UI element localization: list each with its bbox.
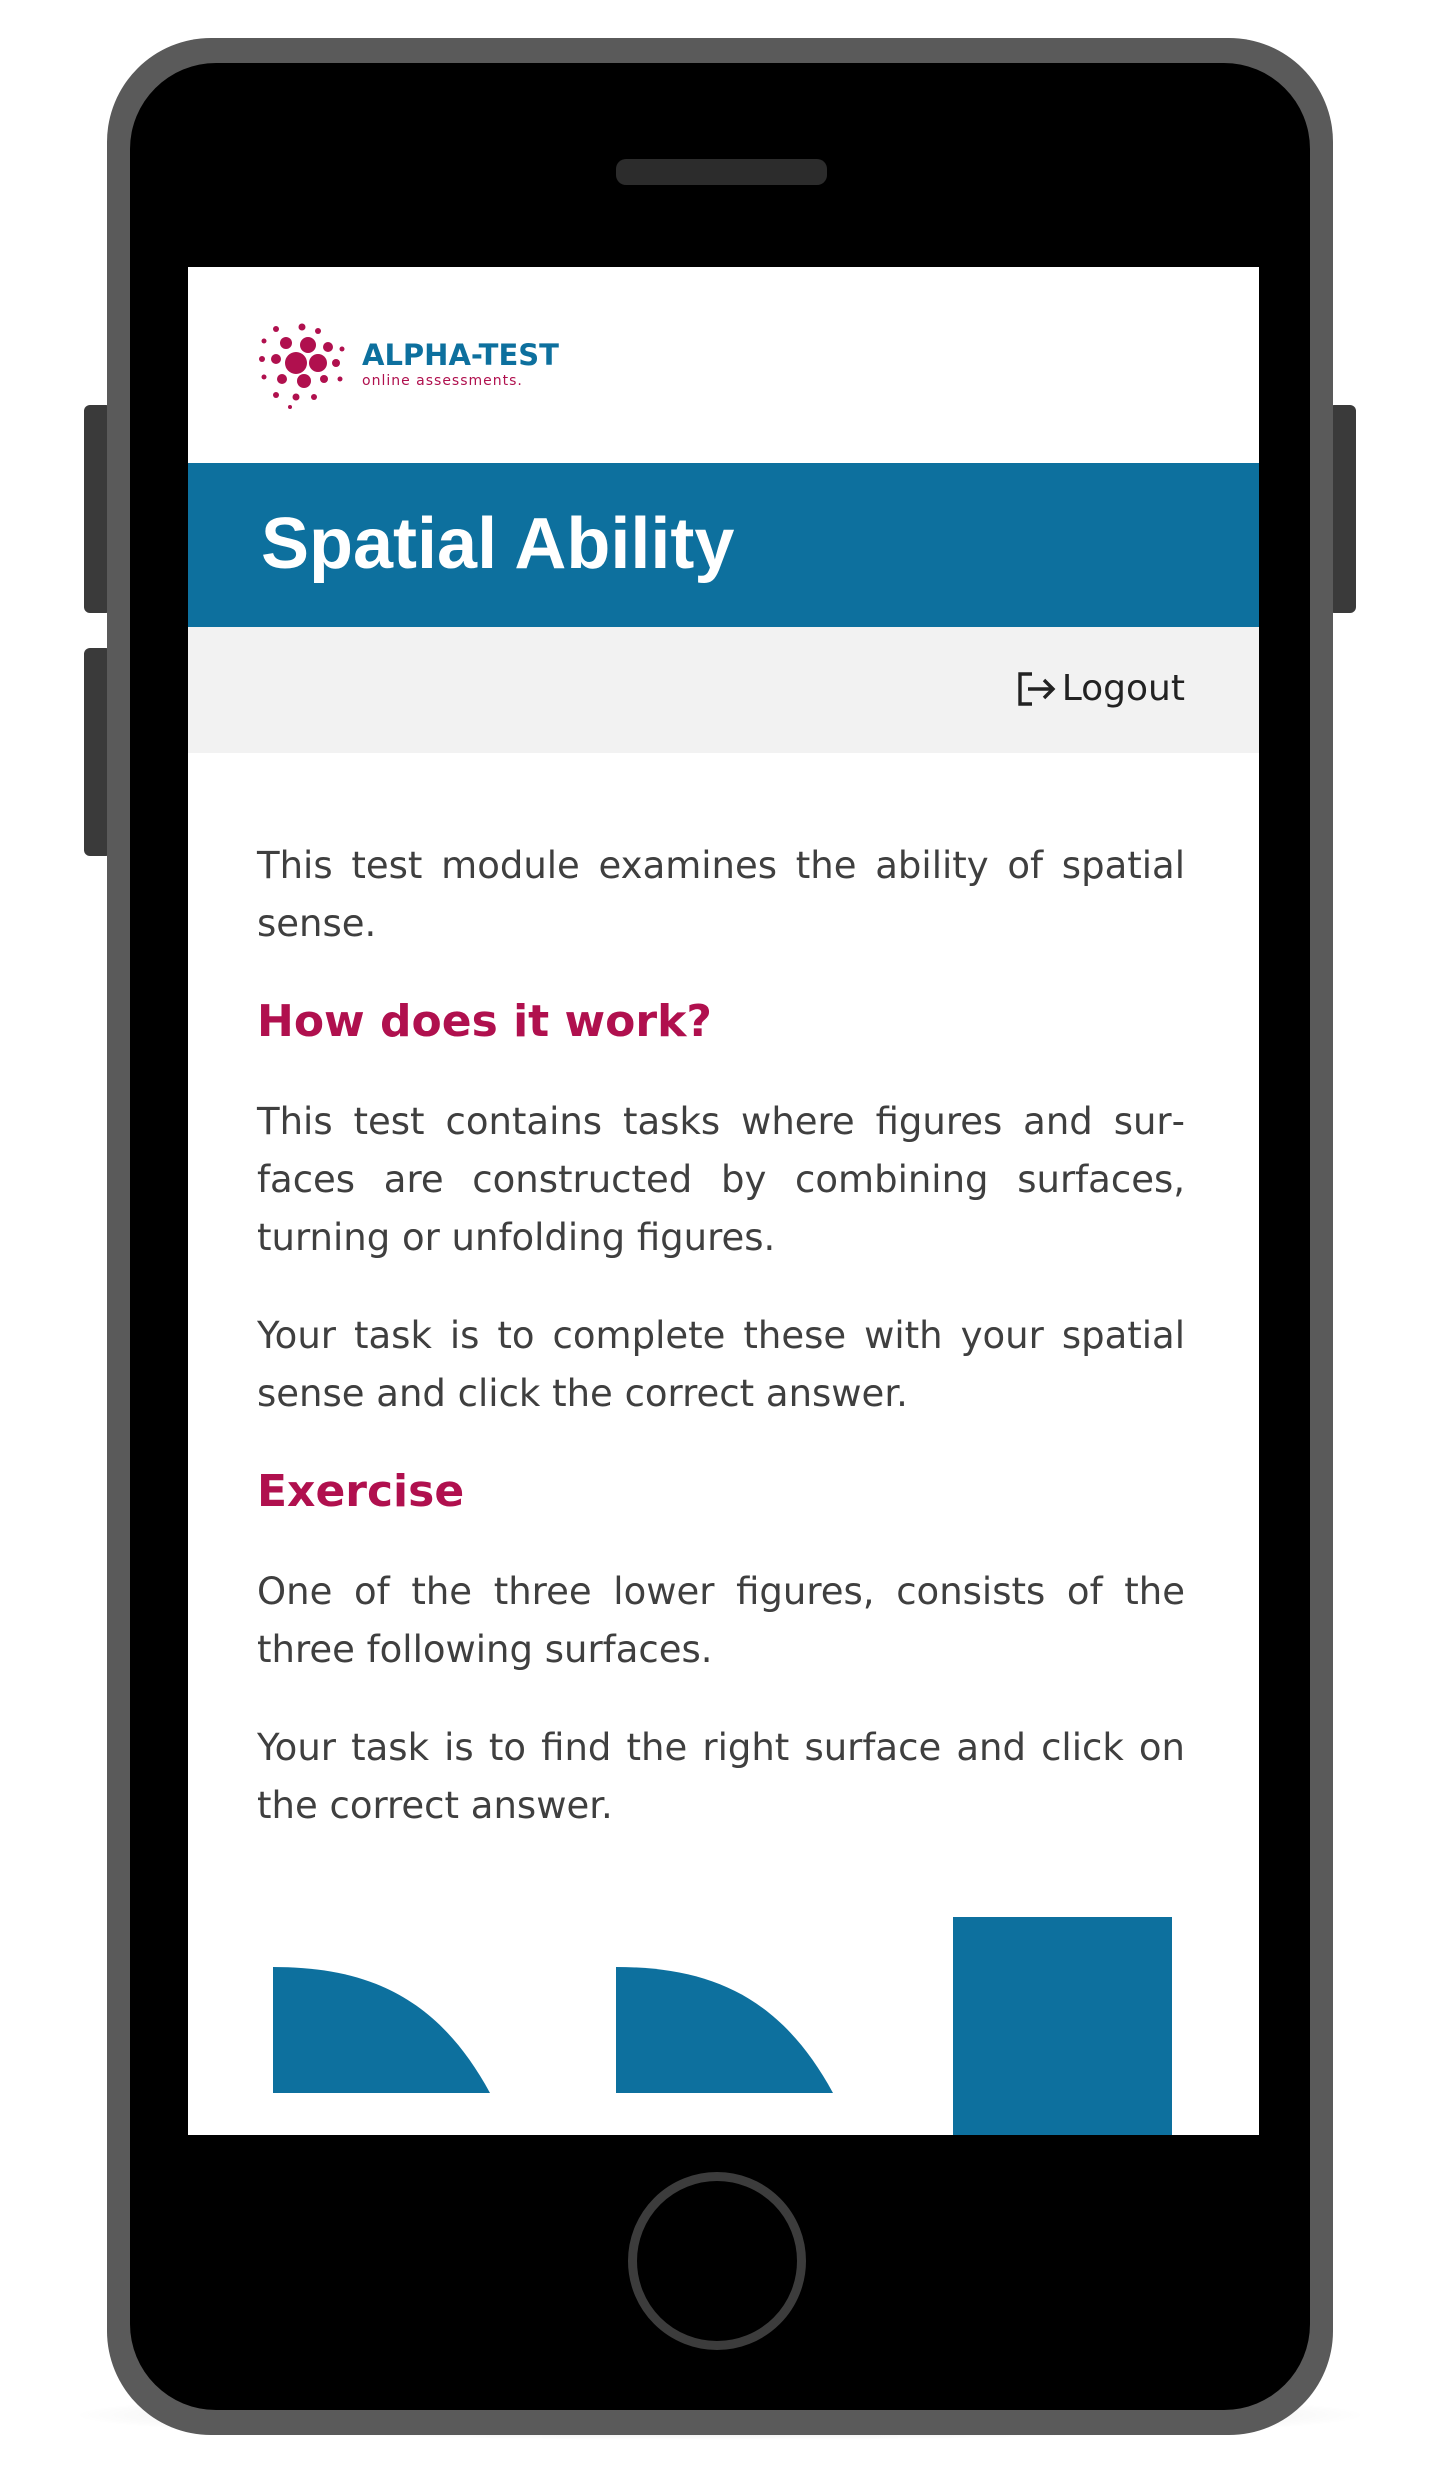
toolbar [188,627,1259,753]
figure-surface-3 [953,1917,1172,2135]
phone-speaker [616,159,827,185]
figure-surface-2 [616,1967,833,2093]
phone-screen [188,267,1259,2135]
dot-cluster-logo-icon [256,319,346,409]
logout-button[interactable] [1014,667,1185,711]
title-bar [188,463,1259,627]
exercise-figures [188,1917,1259,2135]
exercise-paragraph-2: Your task is to find the right surface and click on the correct answer. [257,1726,1185,1827]
exercise-paragraph-1: One of the three lower figures, consists of the three following surfaces. [257,1570,1185,1671]
how-heading: How does it work? [257,996,712,1047]
main-content [257,837,1185,1835]
brand-name: ALPHA-TEST [362,338,559,372]
logout-label: Logout [1061,668,1185,709]
figure-surface-1 [273,1967,490,2093]
home-button[interactable] [628,2172,806,2350]
exercise-heading: Exercise [257,1466,465,1517]
how-paragraph-1: This test contains tasks where figures and surfaces are constructed by combining surfaces, turning or unfolding figures. [257,1100,1185,1259]
intro-text: This test module examines the ability of spatial sense. [257,844,1185,945]
logout-icon [1014,667,1058,711]
brand-tagline: online assessments. [362,373,523,389]
how-paragraph-2: Your task is to complete these with your spatial sense and click the correct answer. [257,1314,1185,1415]
brand-logo [256,319,559,409]
brand-wordmark [362,338,559,390]
page-title: Spatial Ability [261,504,735,584]
